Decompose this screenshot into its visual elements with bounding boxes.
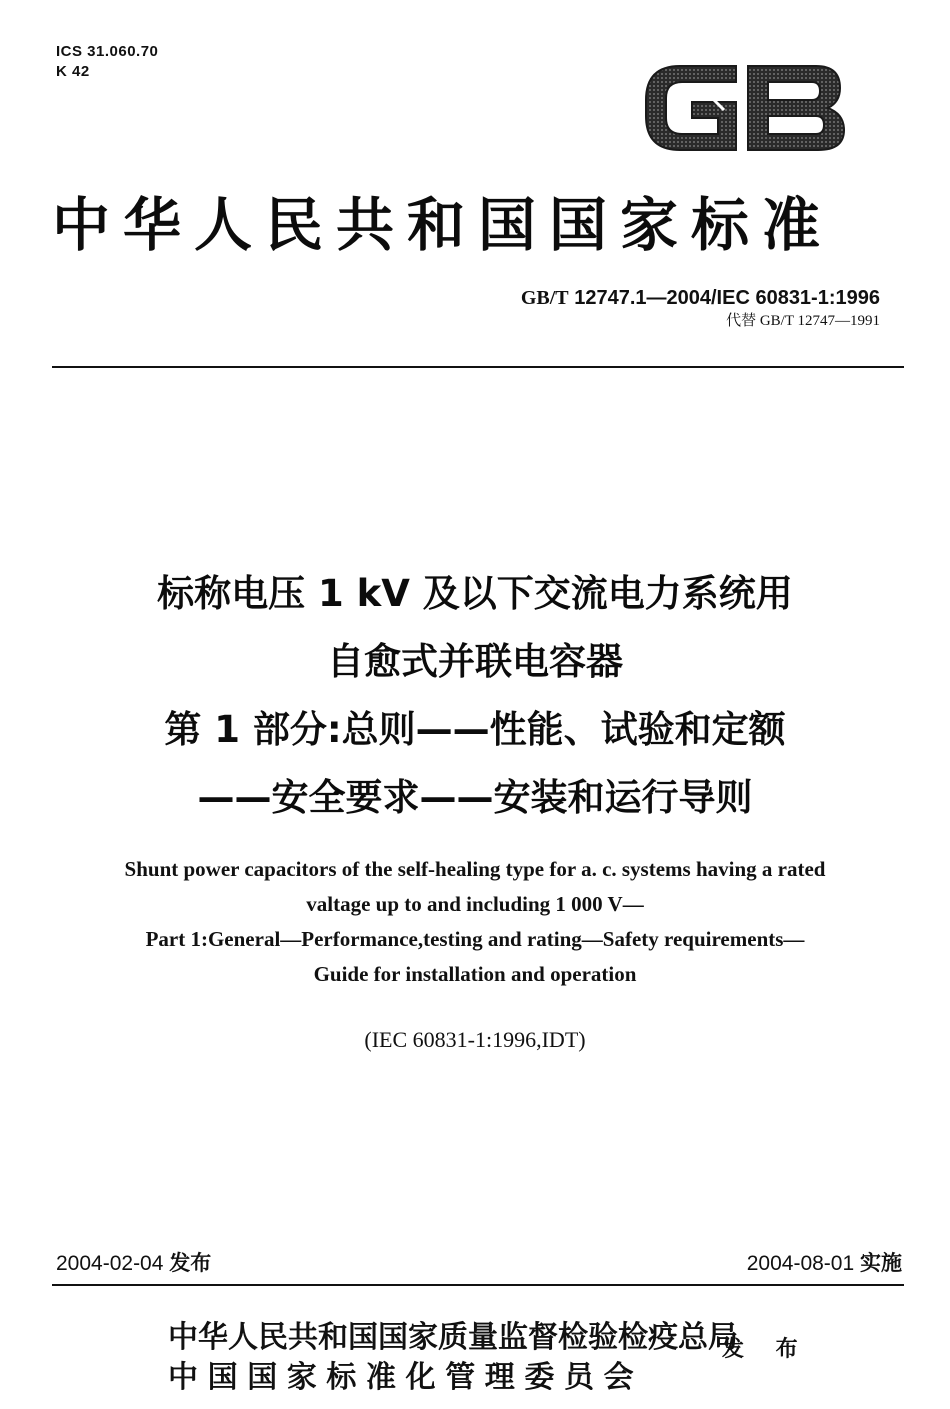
issuer-line: 中华人民共和国国家质量监督检验检疫总局	[168, 1320, 738, 1355]
replaces-note: 代替 GB/T 12747—1991	[726, 313, 880, 329]
issue-date	[56, 1250, 211, 1278]
ccs-code: K 42	[56, 63, 90, 80]
implementation-date	[747, 1250, 902, 1278]
chinese-title-line: 标称电压 1 kV 及以下交流电力系统用	[157, 572, 793, 615]
chinese-title	[40, 560, 910, 832]
classification-codes	[56, 42, 158, 82]
publish-label: 发 布	[722, 1336, 810, 1362]
english-title-line: valtage up to and including 1 000 V—	[306, 892, 644, 916]
issuer-line: 中国国家标准化管理委员会	[168, 1360, 644, 1395]
national-standard-heading: 中华人民共和国国家标准	[52, 191, 834, 259]
issuing-bodies	[168, 1318, 738, 1398]
chinese-title-line: 自愈式并联电容器	[327, 640, 623, 683]
english-title	[30, 852, 920, 992]
standard-number	[521, 286, 880, 310]
chinese-title-line: 第 1 部分:总则——性能、试验和定额	[164, 708, 786, 751]
ics-code: ICS 31.060.70	[56, 43, 159, 60]
chinese-title-line: ——安全要求——安装和运行导则	[197, 776, 753, 819]
top-divider	[52, 366, 904, 368]
english-title-line: Shunt power capacitors of the self-healing type for a. c. systems having a rated	[124, 857, 826, 881]
standard-number-lead: GB/T	[520, 287, 569, 309]
issue-date-label: 发布	[169, 1252, 212, 1275]
english-title-line: Guide for installation and operation	[313, 962, 637, 986]
gb-logo	[640, 56, 850, 160]
implementation-date-label: 实施	[860, 1252, 902, 1275]
identical-reference: (IEC 60831-1:1996,IDT)	[364, 1027, 586, 1052]
english-title-line: Part 1:General—Performance,testing and rating—Safety requirements—	[145, 927, 805, 951]
issue-date-value: 2004-02-04	[56, 1252, 164, 1275]
bottom-divider	[52, 1284, 904, 1286]
implementation-date-value: 2004-08-01	[746, 1252, 855, 1275]
standard-number-rest: 12747.1—2004/IEC 60831-1:1996	[574, 287, 880, 309]
